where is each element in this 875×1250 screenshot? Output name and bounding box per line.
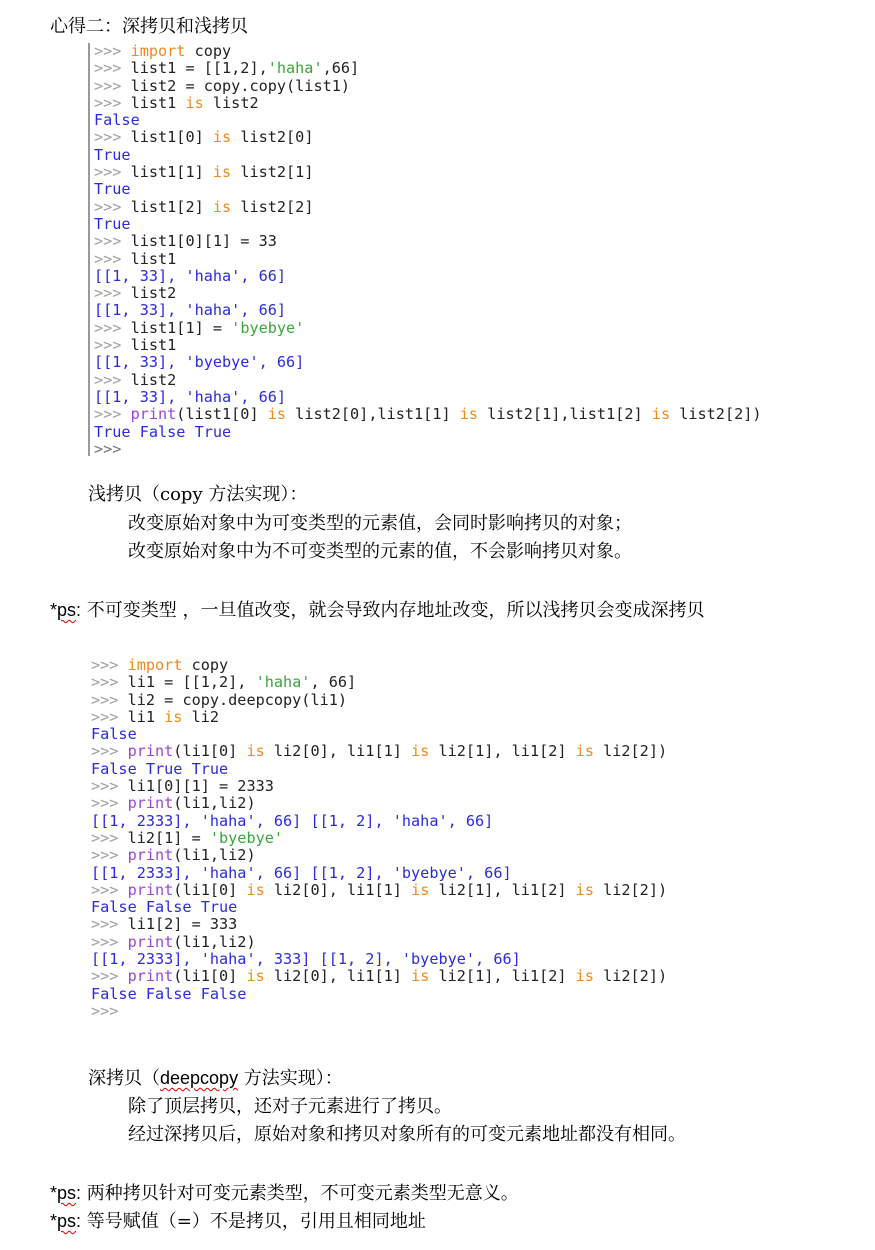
ps-tag-1: ps	[57, 600, 77, 620]
code-line	[94, 60, 762, 77]
code-token: >>>	[94, 197, 131, 216]
code-token: >>>	[91, 673, 128, 692]
code-line	[91, 674, 667, 691]
code-token: list1[1] =	[130, 318, 232, 337]
code-token: list2[1],list1[2]	[478, 405, 652, 424]
code-token: False True True	[91, 759, 229, 778]
code-token: >>>	[94, 76, 131, 95]
code-token: 'haha'	[255, 673, 311, 692]
ps-note-assignment: *ps: 等号赋值（=）不是拷贝，引用且相同地址	[50, 1211, 426, 1232]
code-token: >>>	[91, 846, 128, 865]
code-token: is	[575, 742, 594, 761]
code-token: li1 = [[1,2],	[127, 673, 256, 692]
code-line	[91, 865, 667, 882]
shallow-copy-note-2: 改变原始对象中为不可变类型的元素的值，不会影响拷贝对象。	[128, 541, 632, 562]
code-line	[94, 337, 762, 354]
code-token: li1[0][1] = 2333	[127, 777, 274, 796]
code-line	[91, 795, 667, 812]
deep-copy-note-1: 除了顶层拷贝，还对子元素进行了拷贝。	[128, 1096, 452, 1117]
code-token: is	[246, 967, 265, 986]
code-token: >>>	[91, 932, 128, 951]
code-token: , 66]	[310, 673, 357, 692]
code-token: li2[1], li1[2]	[429, 967, 576, 986]
code-line	[94, 129, 762, 146]
code-token: [[1, 2333], 'haha', 66] [[1, 2], 'byebye', 66]	[91, 863, 512, 882]
code-line	[94, 216, 762, 233]
code-token: True	[94, 214, 131, 233]
code-token: (list1[0]	[176, 405, 268, 424]
code-line	[91, 761, 667, 778]
code-token: is	[459, 405, 479, 424]
code-token: >>>	[94, 336, 131, 355]
code-line	[94, 164, 762, 181]
code-token: >>>	[94, 59, 131, 78]
code-token: print	[127, 967, 174, 986]
deep-copy-note-2: 经过深拷贝后，原始对象和拷贝对象所有的可变元素地址都没有相同。	[128, 1124, 686, 1145]
code-token: list1	[130, 249, 177, 268]
code-token: is	[411, 880, 430, 899]
code-token: print	[127, 742, 174, 761]
code-line	[91, 986, 667, 1003]
ps-tag-3: ps	[57, 1211, 77, 1231]
code-token: li2[2])	[593, 742, 668, 761]
code-token: list2 = copy.copy(list1)	[130, 76, 351, 95]
code-token: print	[127, 846, 174, 865]
code-line	[94, 372, 762, 389]
code-token: >>>	[94, 370, 131, 389]
shallow-copy-note-1: 改变原始对象中为可变类型的元素值，会同时影响拷贝的对象；	[128, 513, 632, 534]
code-token: import	[127, 656, 183, 674]
code-token: [[1, 2333], 'haha', 66] [[1, 2], 'haha', 66]	[91, 811, 494, 830]
code-line	[94, 424, 762, 441]
code-token: is	[267, 405, 287, 424]
code-token: 'byebye'	[209, 828, 284, 847]
code-token: is	[575, 967, 594, 986]
code-token: list2[2]	[231, 197, 314, 216]
code-line	[91, 778, 667, 795]
code-token: li2[2])	[593, 967, 668, 986]
code-token: li2[0], li1[1]	[264, 742, 412, 761]
code-line	[94, 233, 762, 250]
code-token: list2[0]	[231, 128, 314, 147]
code-token: >>>	[94, 284, 131, 303]
code-token: is	[246, 742, 265, 761]
code-token: li2[1], li1[2]	[429, 742, 576, 761]
shallow-copy-title: 浅拷贝（copy 方法实现）：	[88, 484, 308, 505]
code-token: list1	[130, 93, 186, 112]
code-token: copy	[182, 656, 229, 674]
code-token: >>>	[94, 318, 131, 337]
code-token: [[1, 33], 'byebye', 66]	[94, 353, 305, 372]
code-line	[91, 951, 667, 968]
code-token: list2	[130, 284, 177, 303]
code-token: >>>	[94, 232, 131, 251]
code-line	[91, 1003, 667, 1020]
deep-copy-title	[88, 1066, 343, 1091]
code-token: is	[651, 405, 671, 424]
code-token: li2[1] =	[127, 828, 210, 847]
code-token: list1[1]	[130, 163, 213, 182]
code-token: False	[91, 725, 137, 744]
code-line	[94, 441, 762, 458]
code-token: list1 = [[1,2],	[130, 59, 268, 78]
code-token: >>>	[91, 707, 128, 726]
code-token: (li1[0]	[173, 742, 247, 761]
code-token: list2	[130, 370, 177, 389]
code-token: >>>	[91, 880, 128, 899]
code-token: True	[94, 145, 131, 164]
code-line	[91, 692, 667, 709]
code-token: >>>	[91, 690, 128, 709]
code-token: >>>	[94, 42, 131, 60]
code-token: 'haha'	[267, 59, 323, 78]
code-line	[94, 406, 762, 423]
code-token: False False True	[91, 898, 238, 917]
code-token: >>>	[94, 163, 131, 182]
code-line	[94, 320, 762, 337]
code-line	[91, 709, 667, 726]
code-token: is	[164, 707, 183, 726]
code-token: (li1,li2)	[173, 794, 256, 813]
code-token: is	[212, 197, 232, 216]
code-token: li1	[127, 707, 165, 726]
code-line	[91, 657, 667, 674]
code-token: copy	[185, 42, 232, 60]
code-token: list2[1]	[231, 163, 314, 182]
code-line	[94, 78, 762, 95]
code-line	[91, 899, 667, 916]
code-token: is	[246, 880, 265, 899]
code-token: [[1, 2333], 'haha', 333] [[1, 2], 'byebye', 66]	[91, 950, 521, 969]
code-line	[91, 968, 667, 985]
code-token: True	[94, 180, 131, 199]
ps-note-3-text: 等号赋值（=）不是拷贝，引用且相同地址	[81, 1211, 426, 1232]
code-token: li2[2])	[593, 880, 668, 899]
code-token: list1[2]	[130, 197, 213, 216]
code-line	[91, 743, 667, 760]
ps-note-mutable: *ps: 两种拷贝针对可变元素类型，不可变元素类型无意义。	[50, 1183, 519, 1204]
code-line	[94, 112, 762, 129]
code-token: >>>	[91, 777, 128, 796]
code-token: is	[411, 967, 430, 986]
code-token: li1[2] = 333	[127, 915, 238, 934]
code-token: li2[0], li1[1]	[264, 967, 412, 986]
code-token: >>>	[94, 93, 131, 112]
code-token: [[1, 33], 'haha', 66]	[94, 301, 287, 320]
code-token: list1	[130, 336, 177, 355]
code-token: >>>	[91, 656, 128, 674]
code-token: >>>	[91, 1001, 119, 1020]
code-token: is	[212, 163, 232, 182]
code-token: (li1[0]	[173, 880, 247, 899]
code-line	[94, 268, 762, 285]
code-token: False	[94, 111, 140, 130]
code-token: list1[0][1] = 33	[130, 232, 277, 251]
code-token: is	[575, 880, 594, 899]
code-line	[94, 389, 762, 406]
code-line	[91, 813, 667, 830]
code-token: (li1,li2)	[173, 846, 256, 865]
ps-note-2-text: 两种拷贝针对可变元素类型，不可变元素类型无意义。	[81, 1183, 519, 1204]
code-block-deep-copy	[91, 657, 667, 1020]
code-line	[94, 95, 762, 112]
code-token: li2[1], li1[2]	[429, 880, 576, 899]
code-token: import	[130, 42, 186, 60]
code-token: (li1,li2)	[173, 932, 256, 951]
code-line	[91, 882, 667, 899]
code-block-shallow-copy	[88, 43, 762, 456]
code-token: 'byebye'	[231, 318, 305, 337]
code-token: print	[127, 932, 174, 951]
code-line	[91, 830, 667, 847]
deep-copy-title-word: deepcopy	[160, 1068, 239, 1088]
code-token: print	[127, 880, 174, 899]
code-token: True False True	[94, 422, 232, 441]
code-token: >>>	[91, 828, 128, 847]
code-token: li2 = copy.deepcopy(li1)	[127, 690, 348, 709]
code-token: >>>	[94, 249, 131, 268]
code-token: li2	[182, 707, 220, 726]
code-token: ,66]	[322, 59, 360, 78]
code-token: >>>	[94, 405, 131, 424]
deep-copy-title-prefix: 深拷贝（	[88, 1068, 160, 1089]
code-token: [[1, 33], 'haha', 66]	[94, 266, 287, 285]
code-token: >>>	[91, 794, 128, 813]
deep-copy-title-suffix: 方法实现）：	[238, 1068, 343, 1089]
code-line	[91, 726, 667, 743]
code-token: list2	[203, 93, 259, 112]
code-line	[94, 354, 762, 371]
code-token: list2[2])	[670, 405, 762, 424]
code-line	[94, 147, 762, 164]
code-line	[94, 251, 762, 268]
ps-tag-2: ps	[57, 1183, 77, 1203]
code-line	[94, 43, 762, 60]
code-token: >>>	[94, 128, 131, 147]
code-token: is	[185, 93, 204, 112]
code-token: (li1[0]	[173, 967, 247, 986]
code-line	[94, 199, 762, 216]
code-line	[94, 285, 762, 302]
code-token: >>>	[91, 915, 128, 934]
ps-note-immutable: *ps: 不可变类型 ，一旦值改变，就会导致内存地址改变，所以浅拷贝会变成深拷贝	[50, 600, 705, 621]
page-heading: 心得二：深拷贝和浅拷贝	[50, 16, 248, 37]
code-token: >>>	[94, 439, 122, 458]
code-line	[91, 847, 667, 864]
code-token: print	[130, 405, 177, 424]
code-line	[94, 181, 762, 198]
code-line	[91, 934, 667, 951]
code-token: list2[0],list1[1]	[286, 405, 460, 424]
code-token: print	[127, 794, 174, 813]
code-line	[94, 302, 762, 319]
code-token: [[1, 33], 'haha', 66]	[94, 387, 287, 406]
code-token: is	[212, 128, 232, 147]
code-token: >>>	[91, 967, 128, 986]
code-token: False False False	[91, 984, 247, 1003]
code-line	[91, 916, 667, 933]
ps-note-1-text: 不可变类型 ，一旦值改变，就会导致内存地址改变，所以浅拷贝会变成深拷贝	[81, 600, 705, 621]
code-token: list1[0]	[130, 128, 213, 147]
code-token: li2[0], li1[1]	[264, 880, 412, 899]
code-token: is	[411, 742, 430, 761]
code-token: >>>	[91, 742, 128, 761]
